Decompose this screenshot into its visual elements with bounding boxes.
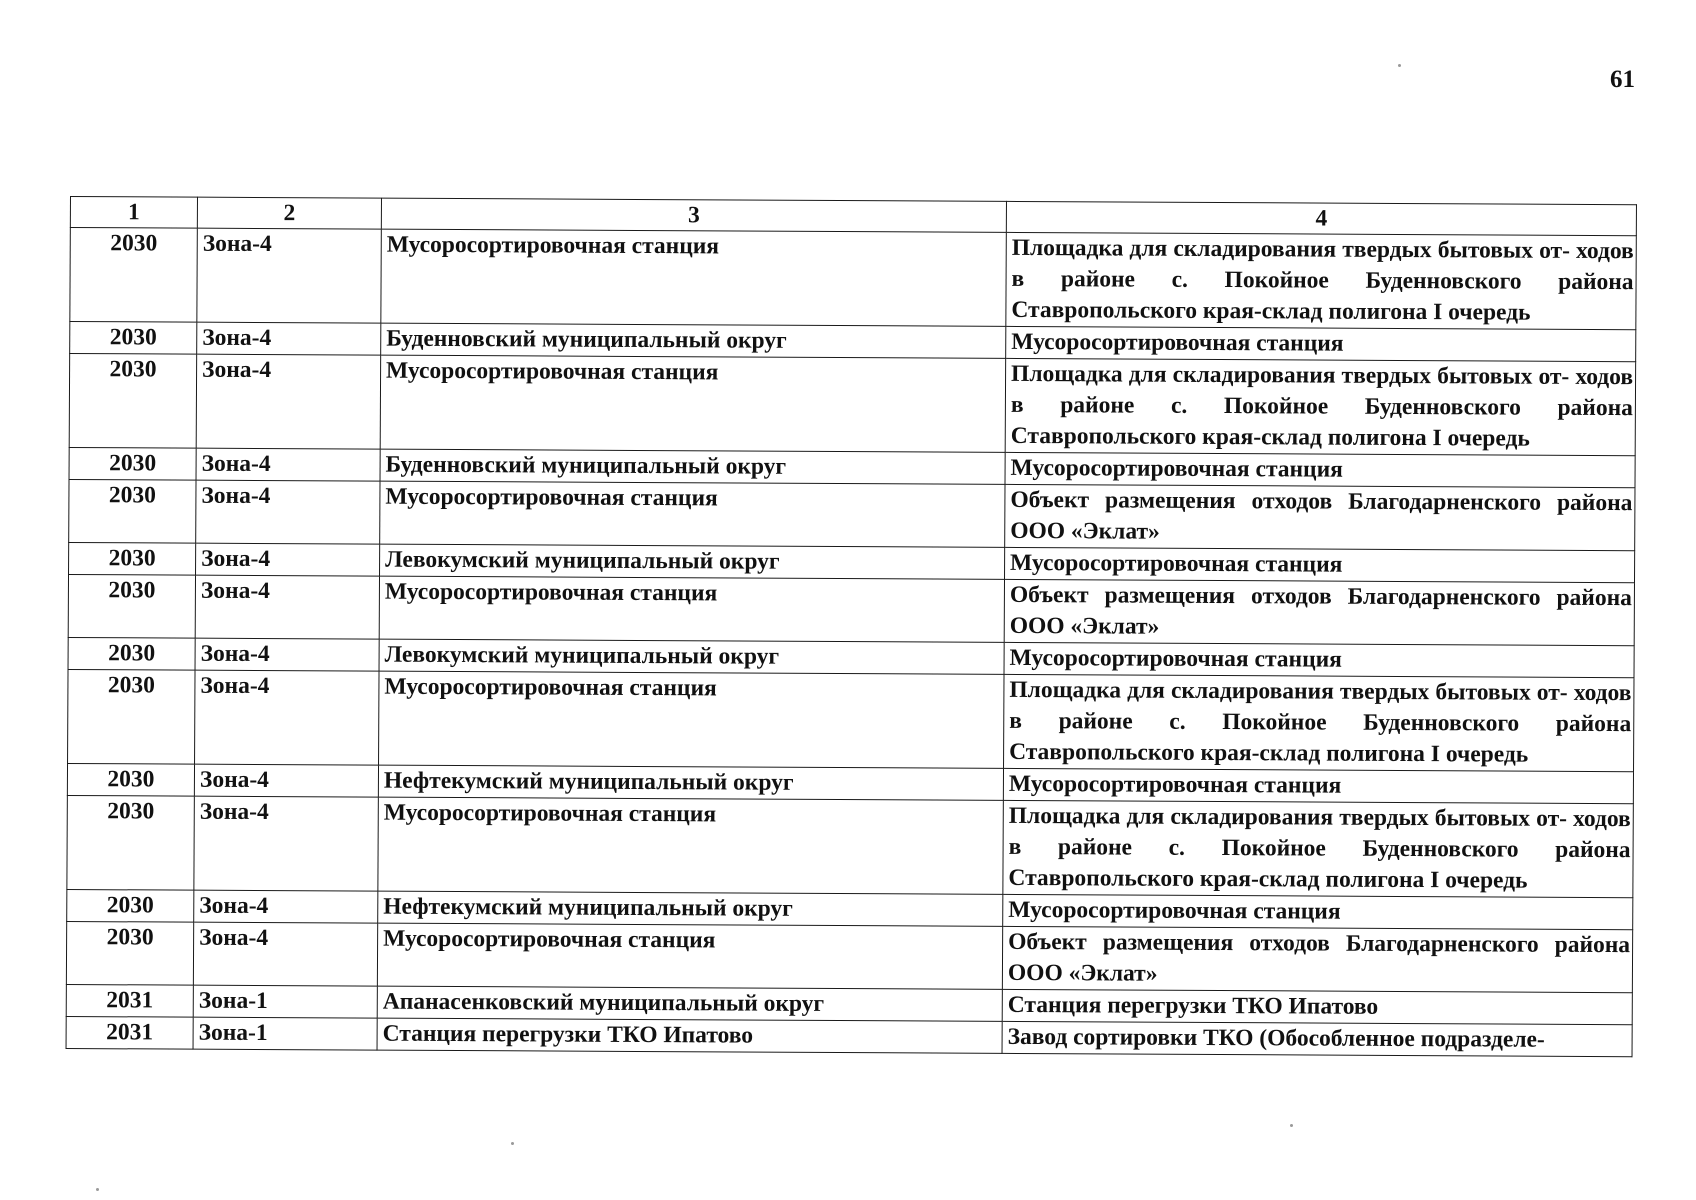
destination-text: Объект размещения отходов Благодарненского района ООО «Эклат»	[1010, 486, 1633, 545]
column-header-2: 2	[197, 197, 381, 229]
scan-speck	[1290, 1124, 1293, 1127]
column-header-3: 3	[381, 198, 1006, 232]
destination-cell	[1002, 926, 1632, 992]
source-cell: Буденновский муниципальный округ	[381, 323, 1006, 358]
zone-cell: Зона-4	[197, 228, 381, 323]
table-row	[69, 479, 1635, 550]
source-cell: Мусоросортировочная станция	[380, 481, 1005, 547]
source-cell: Мусоросортировочная станция	[377, 923, 1002, 989]
destination-text: Объект размещения отходов Благодарненского района ООО «Эклат»	[1009, 581, 1632, 640]
scan-speck	[1398, 64, 1401, 67]
destination-cell	[1005, 484, 1635, 550]
zone-cell: Зона-4	[196, 543, 380, 576]
zone-cell: Зона-4	[195, 638, 379, 671]
table-row	[70, 228, 1636, 330]
destination-text: Мусоросортировочная станция	[1011, 328, 1344, 357]
year-cell: 2031	[66, 1016, 193, 1049]
destination-cell	[1003, 800, 1633, 897]
column-header-1: 1	[70, 197, 197, 229]
year-cell: 2030	[66, 921, 193, 985]
destination-text: Площадка для складирования твердых бытовых от- ходов в районе с. Покойное Буденновского района Ставропольского края-склад полигона I очередь	[1009, 676, 1632, 768]
zone-cell: Зона-4	[194, 764, 378, 797]
zone-cell: Зона-4	[197, 322, 381, 355]
destination-cell	[1003, 894, 1633, 929]
destination-cell	[1002, 989, 1632, 1024]
destination-cell	[1002, 1021, 1632, 1056]
destination-cell	[1004, 579, 1634, 645]
source-cell: Нефтекумский муниципальный округ	[378, 765, 1003, 800]
destination-cell	[1003, 768, 1633, 803]
source-cell: Станция перегрузки ТКО Ипатово	[377, 1018, 1002, 1053]
column-header-4: 4	[1006, 201, 1636, 235]
source-cell: Левокумский муниципальный округ	[379, 639, 1004, 674]
zone-cell: Зона-1	[193, 1017, 377, 1050]
destination-text: Площадка для складирования твердых бытовых от- ходов в районе с. Покойное Буденновского района Ставропольского края-склад полигона I очередь	[1011, 234, 1634, 326]
destination-text: Мусоросортировочная станция	[1010, 549, 1343, 578]
destination-text: Станция перегрузки ТКО Ипатово	[1007, 991, 1379, 1020]
year-cell: 2030	[69, 354, 196, 449]
zone-cell: Зона-4	[194, 796, 378, 891]
year-cell: 2030	[68, 637, 195, 670]
destination-text: Мусоросортировочная станция	[1010, 454, 1343, 483]
table-row	[66, 921, 1632, 992]
table-body	[66, 228, 1636, 1057]
source-cell: Мусоросортировочная станция	[379, 576, 1004, 642]
year-cell: 2030	[70, 228, 197, 323]
destination-cell	[1005, 547, 1635, 582]
year-cell: 2030	[68, 669, 195, 764]
destination-cell	[1006, 232, 1636, 329]
scan-speck	[511, 1142, 514, 1145]
year-cell: 2030	[69, 447, 196, 480]
zone-cell: Зона-4	[195, 670, 379, 765]
destination-cell	[1004, 674, 1634, 771]
zone-cell: Зона-4	[196, 354, 380, 449]
table-row	[67, 795, 1633, 897]
source-cell: Нефтекумский муниципальный округ	[378, 891, 1003, 926]
year-cell: 2030	[67, 889, 194, 922]
year-cell: 2030	[67, 763, 194, 796]
source-cell: Мусоросортировочная станция	[381, 229, 1006, 326]
year-cell: 2030	[68, 574, 195, 638]
zone-cell: Зона-4	[196, 480, 380, 544]
destination-cell	[1005, 358, 1635, 455]
destination-text: Завод сортировки ТКО (Обособленное подразделе-	[1007, 1023, 1545, 1053]
source-cell: Мусоросортировочная станция	[378, 797, 1003, 894]
year-cell: 2030	[69, 542, 196, 575]
zone-cell: Зона-4	[196, 448, 380, 481]
table-row	[68, 574, 1634, 645]
destination-text: Площадка для складирования твердых бытовых от- ходов в районе с. Покойное Буденновского района Ставропольского края-склад полигона I очередь	[1010, 360, 1634, 452]
destination-cell	[1004, 642, 1634, 677]
year-cell: 2030	[69, 479, 196, 543]
zone-cell: Зона-4	[194, 890, 378, 923]
destination-text: Площадка для складирования твердых бытовых от- ходов в районе с. Покойное Буденновского района Ставропольского края-склад полигона I очередь	[1008, 802, 1631, 894]
zone-cell: Зона-1	[193, 985, 377, 1018]
destination-text: Мусоросортировочная станция	[1009, 644, 1342, 673]
source-cell: Мусоросортировочная станция	[379, 671, 1004, 768]
source-cell: Левокумский муниципальный округ	[380, 544, 1005, 579]
table-row	[69, 354, 1635, 456]
waste-flow-table	[66, 196, 1637, 1057]
destination-cell	[1005, 452, 1635, 487]
zone-cell: Зона-4	[193, 922, 377, 986]
page-number: 61	[1610, 66, 1635, 93]
source-cell: Мусоросортировочная станция	[380, 355, 1005, 452]
source-cell: Буденновский муниципальный округ	[380, 449, 1005, 484]
year-cell: 2030	[67, 795, 194, 890]
destination-text: Мусоросортировочная станция	[1008, 770, 1342, 799]
source-cell: Апанасенковский муниципальный округ	[377, 986, 1002, 1021]
year-cell: 2031	[66, 984, 193, 1017]
destination-text: Объект размещения отходов Благодарненского района ООО «Эклат»	[1007, 928, 1631, 987]
table-row	[66, 1016, 1632, 1056]
destination-text: Мусоросортировочная станция	[1008, 896, 1341, 925]
table-row	[68, 669, 1634, 771]
scan-speck	[96, 1188, 99, 1191]
zone-cell: Зона-4	[195, 575, 379, 639]
destination-cell	[1006, 326, 1636, 361]
year-cell: 2030	[70, 322, 197, 355]
